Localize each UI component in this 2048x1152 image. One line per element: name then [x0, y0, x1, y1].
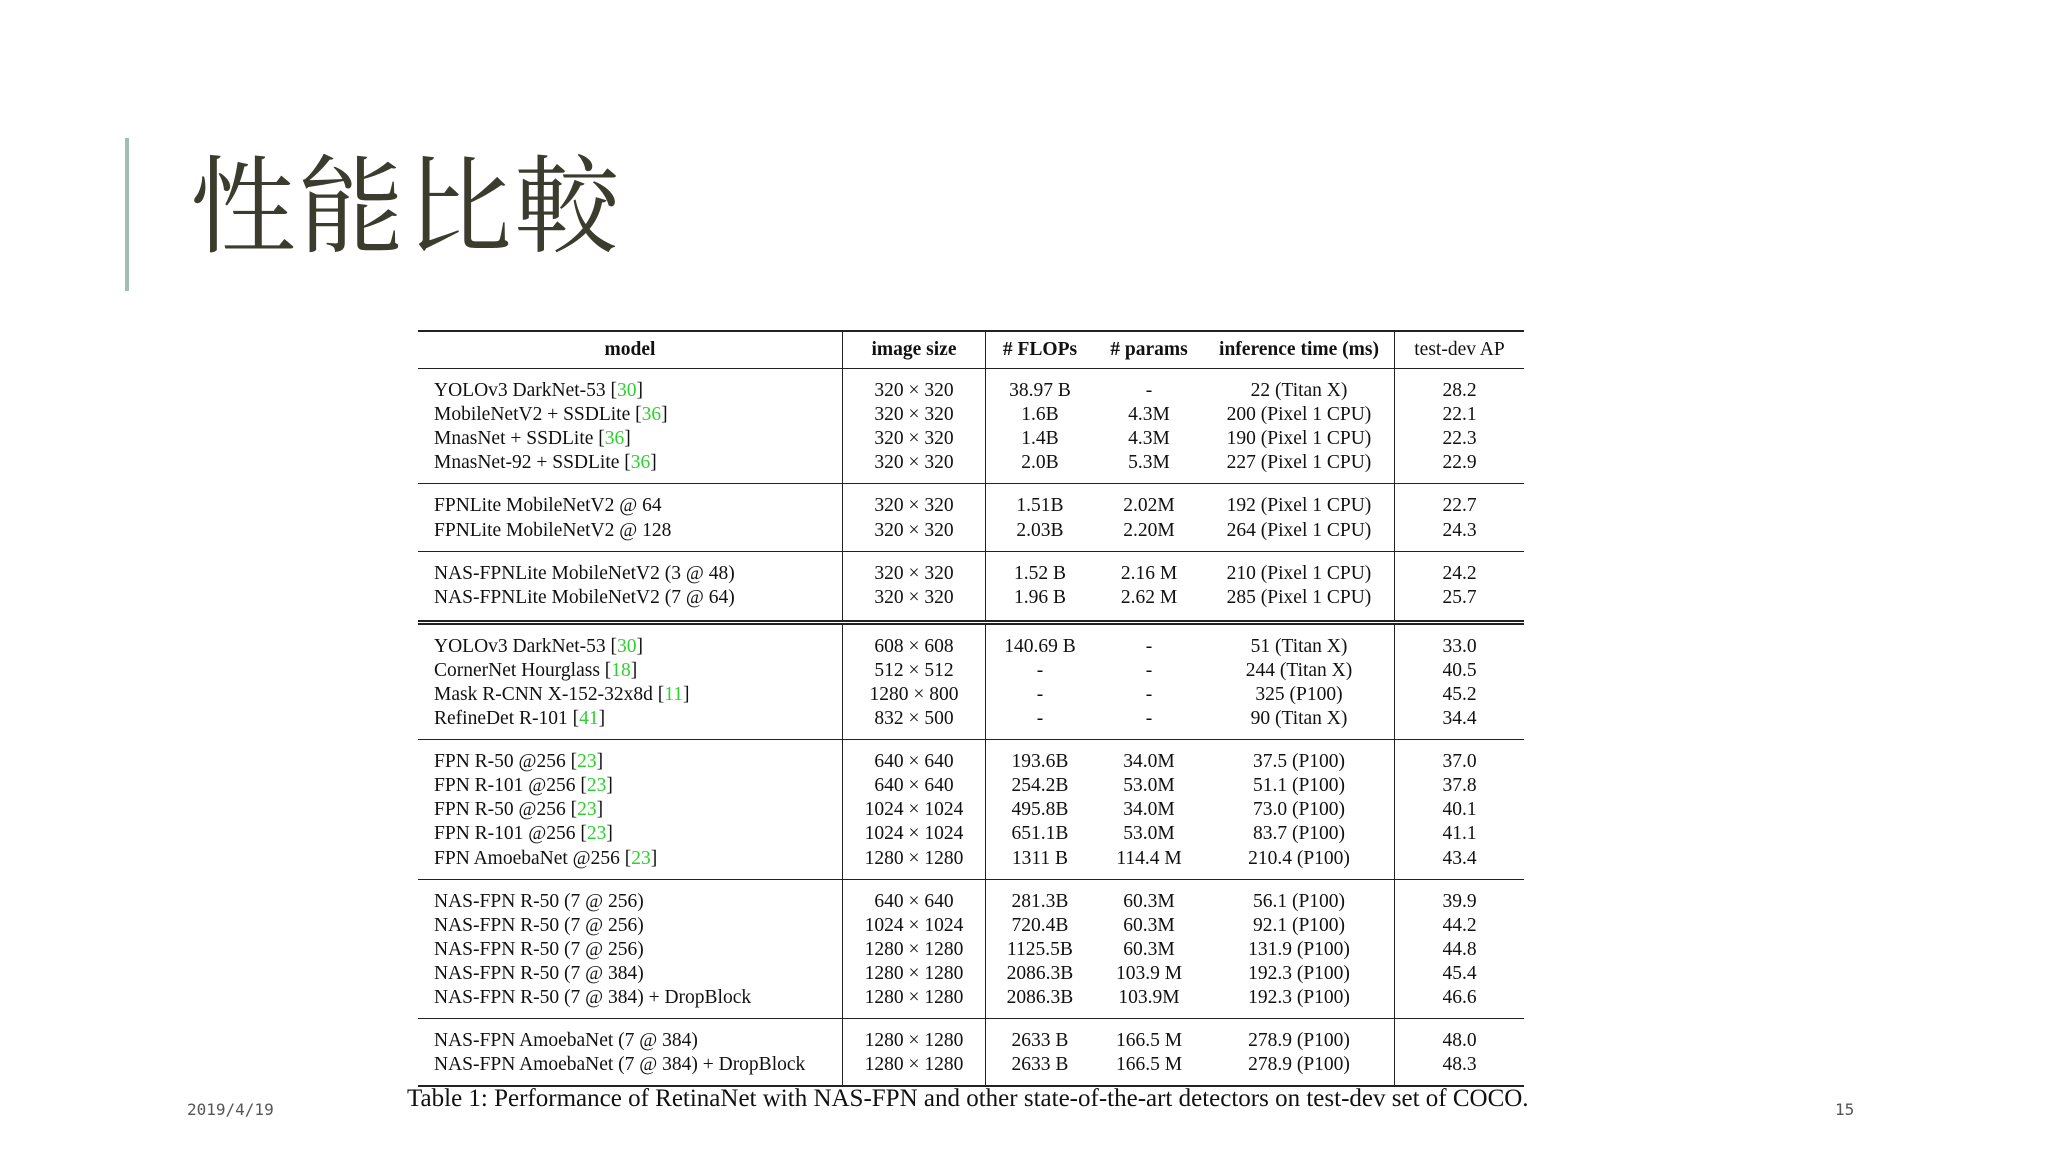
table-row	[418, 962, 1524, 986]
cell-model: FPN AmoebaNet @256 [23]	[418, 847, 843, 880]
cell-model: Mask R-CNN X-152-32x8d [11]	[434, 683, 690, 705]
model-name: FPN R-50 @256	[434, 751, 566, 773]
cell-inference-time: 278.9 (P100)	[1204, 1053, 1395, 1086]
table-row	[418, 1053, 1524, 1086]
cell-inference-time: 51.1 (P100)	[1252, 775, 1346, 797]
cell-flops: 720.4B	[986, 914, 1095, 938]
cell-image-size: 1280 × 1280	[843, 1053, 986, 1086]
cell-params: -	[1145, 683, 1153, 705]
cell-flops: 1.52 B	[986, 551, 1095, 586]
model-name: FPN R-101 @256	[434, 775, 576, 797]
cell-test-dev-ap: 44.8	[1395, 938, 1525, 962]
model-name: NAS-FPNLite MobileNetV2 (3 @ 48)	[434, 562, 735, 584]
cell-test-dev-ap: 40.1	[1395, 798, 1525, 822]
cell-test-dev-ap: 22.7	[1395, 484, 1525, 519]
citation-ref[interactable]: 23	[586, 775, 607, 797]
cell-image-size: 1280 × 1280	[843, 938, 986, 962]
cell-image-size: 1024 × 1024	[843, 798, 986, 822]
cell-params: 2.20M	[1094, 518, 1204, 551]
table-row	[418, 622, 1524, 659]
cell-image-size: 512 × 512	[843, 659, 986, 683]
cell-image-size: 320 × 320	[843, 427, 986, 451]
cell-model	[418, 962, 843, 986]
cell-params: 166.5 M	[1094, 1053, 1204, 1086]
cell-flops: 495.8B	[986, 798, 1095, 822]
cell-flops: 1.6B	[986, 403, 1095, 427]
model-name: NAS-FPN R-50 (7 @ 256)	[434, 938, 644, 960]
cell-image-size: 1280 × 1280	[843, 1019, 986, 1054]
cell-inference-time: 210 (Pixel 1 CPU)	[1226, 562, 1372, 584]
model-name: FPNLite MobileNetV2 @ 128	[434, 519, 672, 541]
cell-test-dev-ap: 22.3	[1395, 427, 1525, 451]
model-name: NAS-FPN R-50 (7 @ 384)	[434, 962, 644, 984]
citation-ref[interactable]: 30	[617, 635, 637, 657]
cell-image-size: 1280 × 1280	[843, 847, 986, 880]
cell-params: 103.9M	[1094, 986, 1204, 1019]
cell-model	[418, 518, 843, 551]
model-name: FPN R-50 @256	[434, 799, 566, 821]
citation-ref[interactable]: 23	[631, 847, 651, 869]
cell-model	[418, 986, 843, 1019]
table-row	[418, 798, 1524, 822]
cell-flops: 1.4B	[986, 427, 1095, 451]
table-row	[418, 403, 1524, 427]
cell-params: -	[1145, 380, 1153, 402]
cell-params: 103.9 M	[1115, 962, 1183, 984]
cell-test-dev-ap: 44.2	[1395, 914, 1525, 938]
table-row	[418, 822, 1524, 846]
table-row	[418, 683, 1524, 707]
table-caption: Table 1: Performance of RetinaNet with NAS-FPN and other state-of-the-art detectors on test-dev set of COCO.	[407, 1085, 1529, 1112]
cell-inference-time: 210.4 (P100)	[1204, 847, 1395, 880]
model-name: YOLOv3 DarkNet-53	[434, 380, 606, 402]
cell-model	[418, 551, 843, 586]
title-accent-bar	[125, 138, 129, 291]
cell-flops: 1.96 B	[986, 586, 1095, 623]
cell-image-size: 608 × 608	[843, 622, 986, 659]
model-name: FPN AmoebaNet @256	[434, 847, 620, 869]
model-name: NAS-FPNLite MobileNetV2 (7 @ 64)	[434, 586, 735, 608]
citation-ref[interactable]: 36	[630, 452, 651, 474]
cell-test-dev-ap: 34.4	[1395, 707, 1525, 740]
table-row	[418, 938, 1524, 962]
cell-model: FPN R-50 @256 [23]	[434, 751, 604, 773]
table-row	[418, 518, 1524, 551]
cell-test-dev-ap: 41.1	[1395, 822, 1525, 846]
cell-test-dev-ap: 46.6	[1395, 986, 1525, 1019]
model-name: YOLOv3 DarkNet-53	[434, 635, 606, 657]
cell-image-size: 320 × 320	[843, 551, 986, 586]
table-row	[418, 986, 1524, 1019]
cell-image-size: 320 × 320	[843, 451, 986, 484]
cell-test-dev-ap: 45.2	[1395, 683, 1525, 707]
cell-inference-time: 192.3 (P100)	[1248, 962, 1350, 984]
cell-params: 60.3M	[1123, 914, 1175, 936]
cell-test-dev-ap: 25.7	[1395, 586, 1525, 623]
slide-title: 性能比較	[190, 146, 622, 269]
cell-image-size: 320 × 320	[843, 518, 986, 551]
cell-flops: 2.0B	[986, 451, 1095, 484]
table-row	[418, 659, 1524, 683]
cell-image-size: 320 × 320	[843, 369, 986, 404]
cell-params: 2.62 M	[1094, 586, 1204, 623]
cell-flops: 2086.3B	[986, 962, 1095, 986]
cell-flops: 281.3B	[986, 879, 1095, 914]
header-model: model	[418, 331, 843, 369]
cell-inference-time: 200 (Pixel 1 CPU)	[1226, 404, 1372, 426]
cell-test-dev-ap: 37.0	[1395, 740, 1525, 775]
results-table	[418, 330, 1524, 1087]
model-name: RefineDet R-101	[434, 708, 568, 730]
cell-model: FPN R-101 @256 [23]	[434, 823, 613, 845]
cell-test-dev-ap: 37.8	[1395, 774, 1525, 798]
cell-test-dev-ap: 43.4	[1395, 847, 1525, 880]
header-image-size: image size	[843, 331, 986, 369]
cell-model: MnasNet-92 + SSDLite [36]	[418, 451, 843, 484]
cell-model	[418, 938, 843, 962]
cell-test-dev-ap: 22.1	[1395, 403, 1525, 427]
table-body	[418, 369, 1524, 1087]
cell-inference-time: 90 (Titan X)	[1204, 707, 1395, 740]
cell-image-size: 832 × 500	[843, 707, 986, 740]
cell-image-size: 640 × 640	[843, 740, 986, 775]
cell-image-size: 640 × 640	[843, 774, 986, 798]
cell-params: -	[1145, 659, 1153, 681]
cell-params: 60.3M	[1123, 938, 1175, 960]
table-row	[418, 1019, 1524, 1054]
model-name: MnasNet + SSDLite	[434, 428, 594, 450]
model-name: Mask R-CNN X-152-32x8d	[434, 683, 653, 705]
model-name: MnasNet-92 + SSDLite	[434, 452, 620, 474]
cell-inference-time: 131.9 (P100)	[1248, 938, 1350, 960]
model-name: MobileNetV2 + SSDLite	[434, 404, 631, 426]
cell-inference-time: 244 (Titan X)	[1245, 659, 1353, 681]
cell-inference-time: 22 (Titan X)	[1250, 380, 1348, 402]
cell-inference-time: 51 (Titan X)	[1250, 635, 1348, 657]
cell-flops: 2633 B	[986, 1053, 1095, 1086]
cell-params: 34.0M	[1123, 799, 1175, 821]
cell-params: -	[1145, 635, 1153, 657]
header-test-dev-ap: test-dev AP	[1395, 331, 1525, 369]
cell-image-size: 320 × 320	[843, 586, 986, 623]
table-header-row	[418, 331, 1524, 369]
cell-test-dev-ap: 33.0	[1395, 622, 1525, 659]
cell-params: 2.02M	[1123, 495, 1175, 517]
model-name: NAS-FPN R-50 (7 @ 384) + DropBlock	[434, 987, 752, 1009]
cell-params: 4.3M	[1128, 404, 1170, 426]
cell-model: FPN R-50 @256 [23]	[434, 799, 604, 821]
cell-flops: 2086.3B	[986, 986, 1095, 1019]
cell-test-dev-ap: 48.3	[1395, 1053, 1525, 1086]
cell-params: 60.3M	[1123, 890, 1175, 912]
header-flops: # FLOPs	[986, 331, 1095, 369]
table-row	[418, 369, 1524, 404]
cell-params: 34.0M	[1123, 751, 1175, 773]
model-name: FPNLite MobileNetV2 @ 64	[434, 495, 662, 517]
cell-flops: 2.03B	[986, 518, 1095, 551]
citation-ref[interactable]: 36	[604, 428, 625, 450]
cell-test-dev-ap: 24.2	[1395, 551, 1525, 586]
cell-inference-time: 227 (Pixel 1 CPU)	[1204, 451, 1395, 484]
cell-params: 53.0M	[1123, 823, 1175, 845]
cell-flops: 254.2B	[986, 774, 1095, 798]
citation-ref[interactable]: 30	[617, 380, 637, 402]
model-name: NAS-FPN R-50 (7 @ 256)	[434, 890, 644, 912]
cell-model	[418, 586, 843, 623]
cell-flops: 193.6B	[986, 740, 1095, 775]
cell-inference-time: 73.0 (P100)	[1252, 799, 1346, 821]
cell-inference-time: 325 (P100)	[1255, 683, 1343, 705]
table-row	[418, 551, 1524, 586]
cell-flops: -	[986, 659, 1095, 683]
cell-flops: 2633 B	[986, 1019, 1095, 1054]
cell-flops: 1.51B	[986, 484, 1095, 519]
table-row	[418, 427, 1524, 451]
citation-ref[interactable]: 11	[664, 683, 683, 705]
cell-params: 5.3M	[1094, 451, 1204, 484]
cell-test-dev-ap: 22.9	[1395, 451, 1525, 484]
table-row	[418, 879, 1524, 914]
cell-image-size: 1280 × 800	[843, 683, 986, 707]
cell-flops: 651.1B	[986, 822, 1095, 846]
cell-inference-time: 190 (Pixel 1 CPU)	[1226, 428, 1372, 450]
footer-date: 2019/4/19	[187, 1100, 274, 1119]
page-number: 15	[1835, 1100, 1855, 1119]
model-name: NAS-FPN R-50 (7 @ 256)	[434, 914, 644, 936]
cell-test-dev-ap: 24.3	[1395, 518, 1525, 551]
cell-inference-time: 264 (Pixel 1 CPU)	[1204, 518, 1395, 551]
header-inference-time: inference time (ms)	[1204, 331, 1395, 369]
table-row	[418, 914, 1524, 938]
cell-params: 166.5 M	[1115, 1030, 1183, 1052]
cell-params: 53.0M	[1123, 775, 1175, 797]
cell-model: RefineDet R-101 [41]	[418, 707, 843, 740]
cell-params: 2.16 M	[1120, 562, 1178, 584]
cell-model: MobileNetV2 + SSDLite [36]	[434, 404, 668, 426]
cell-model: CornerNet Hourglass [18]	[434, 659, 638, 681]
cell-model	[418, 1053, 843, 1086]
cell-model: MnasNet + SSDLite [36]	[434, 428, 631, 450]
cell-model	[418, 1019, 843, 1054]
cell-flops: 1125.5B	[986, 938, 1095, 962]
cell-params: 114.4 M	[1094, 847, 1204, 880]
cell-image-size: 1280 × 1280	[843, 962, 986, 986]
citation-ref[interactable]: 23	[577, 751, 597, 773]
cell-flops: 1311 B	[986, 847, 1095, 880]
table-row	[418, 847, 1524, 880]
model-name: NAS-FPN AmoebaNet (7 @ 384)	[434, 1030, 698, 1052]
cell-inference-time: 278.9 (P100)	[1248, 1030, 1350, 1052]
table-row	[418, 586, 1524, 623]
cell-inference-time: 56.1 (P100)	[1252, 890, 1346, 912]
cell-test-dev-ap: 40.5	[1395, 659, 1525, 683]
cell-test-dev-ap: 39.9	[1395, 879, 1525, 914]
model-name: CornerNet Hourglass	[434, 659, 600, 681]
cell-image-size: 320 × 320	[843, 403, 986, 427]
cell-model: YOLOv3 DarkNet-53 [30]	[434, 380, 644, 402]
cell-image-size: 320 × 320	[843, 484, 986, 519]
header-params: # params	[1094, 331, 1204, 369]
cell-test-dev-ap: 45.4	[1395, 962, 1525, 986]
cell-inference-time: 285 (Pixel 1 CPU)	[1204, 586, 1395, 623]
citation-ref[interactable]: 36	[641, 404, 662, 426]
cell-flops: 140.69 B	[986, 622, 1095, 659]
cell-image-size: 1024 × 1024	[843, 914, 986, 938]
results-table-container	[418, 330, 1524, 1087]
cell-test-dev-ap: 48.0	[1395, 1019, 1525, 1054]
cell-model: FPN R-101 @256 [23]	[434, 775, 613, 797]
cell-inference-time: 192 (Pixel 1 CPU)	[1226, 495, 1372, 517]
cell-test-dev-ap: 28.2	[1395, 369, 1525, 404]
cell-model	[418, 484, 843, 519]
table-row	[418, 484, 1524, 519]
citation-ref[interactable]: 23	[586, 823, 607, 845]
model-name: NAS-FPN AmoebaNet (7 @ 384) + DropBlock	[434, 1054, 806, 1076]
cell-params: -	[1094, 707, 1204, 740]
table-row	[418, 707, 1524, 740]
cell-image-size: 1280 × 1280	[843, 986, 986, 1019]
citation-ref[interactable]: 18	[611, 659, 631, 681]
cell-model: YOLOv3 DarkNet-53 [30]	[434, 635, 644, 657]
citation-ref[interactable]: 41	[579, 708, 599, 730]
cell-inference-time: 192.3 (P100)	[1204, 986, 1395, 1019]
cell-flops: -	[986, 683, 1095, 707]
cell-image-size: 1024 × 1024	[843, 822, 986, 846]
citation-ref[interactable]: 23	[577, 799, 597, 821]
model-name: FPN R-101 @256	[434, 823, 576, 845]
cell-inference-time: 92.1 (P100)	[1252, 914, 1346, 936]
table-row	[418, 740, 1524, 775]
table-row	[418, 451, 1524, 484]
cell-inference-time: 37.5 (P100)	[1252, 751, 1346, 773]
cell-inference-time: 83.7 (P100)	[1252, 823, 1346, 845]
cell-flops: 38.97 B	[986, 369, 1095, 404]
cell-model	[418, 879, 843, 914]
cell-model	[418, 914, 843, 938]
table-row	[418, 774, 1524, 798]
cell-image-size: 640 × 640	[843, 879, 986, 914]
cell-flops: -	[986, 707, 1095, 740]
cell-params: 4.3M	[1128, 428, 1170, 450]
